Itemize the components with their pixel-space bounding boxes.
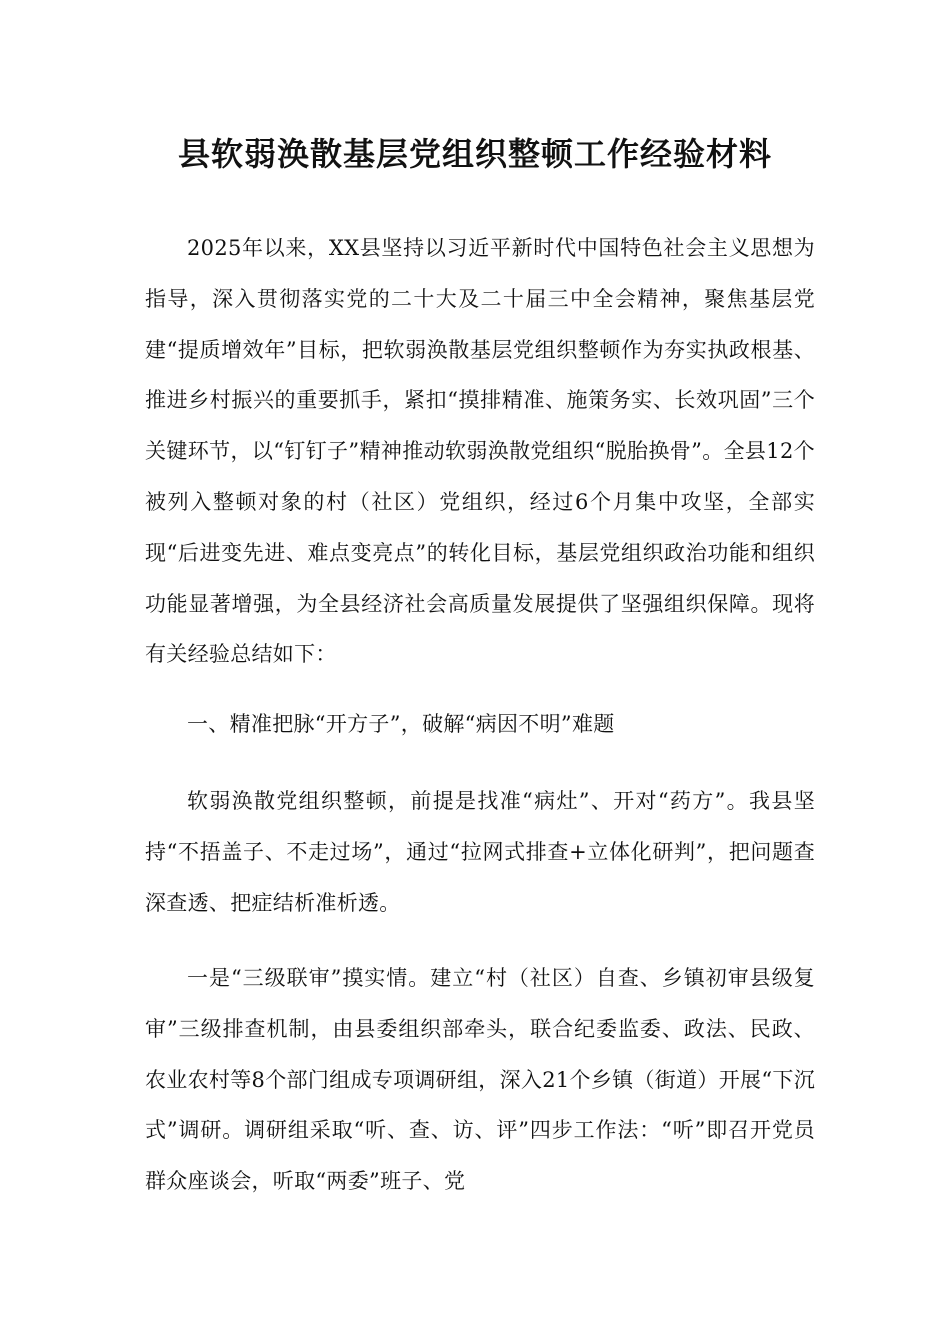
section-body-paragraph: 软弱涣散党组织整顿，前提是找准“病灶”、开对“药方”。我县坚持“不捂盖子、不走过场”，通过“拉网式排查+立体化研判”，把问题查深查透、把症结析准析透。 bbox=[145, 789, 815, 915]
section-item-paragraph: 一是“三级联审”摸实情。建立“村（社区）自查、乡镇初审县级复审”三级排查机制，由县委组织部牵头，联合纪委监委、政法、民政、农业农村等8个部门组成专项调研组，深入21个乡镇（街道）开展“下沉式”调研。调研组采取“听、查、访、评”四步工作法：“听”即召开党员群众座谈会，听取“两委”班子、党 bbox=[145, 966, 815, 1194]
section-heading: 一、精准把脉“开方子”，破解“病因不明”难题 bbox=[187, 712, 615, 736]
intro-paragraph: 2025年以来，XX县坚持以习近平新时代中国特色社会主义思想为指导，深入贯彻落实党的二十大及二十届三中全会精神，聚焦基层党建“提质增效年”目标，把软弱涣散基层党组织整顿作为夯实执政根基、推进乡村振兴的重要抓手，紧扣“摸排精准、施策务实、长效巩固”三个关键环节，以“钉钉子”精神推动软弱涣散党组织“脱胎换骨”。全县12个被列入整顿对象的村（社区）党组织，经过6个月集中攻坚，全部实现“后进变先进、难点变亮点”的转化目标，基层党组织政治功能和组织功能显著增强，为全县经济社会高质量发展提供了坚强组织保障。现将有关经验总结如下： bbox=[145, 236, 815, 667]
document-title: 县软弱涣散基层党组织整顿工作经验材料 bbox=[177, 135, 772, 173]
